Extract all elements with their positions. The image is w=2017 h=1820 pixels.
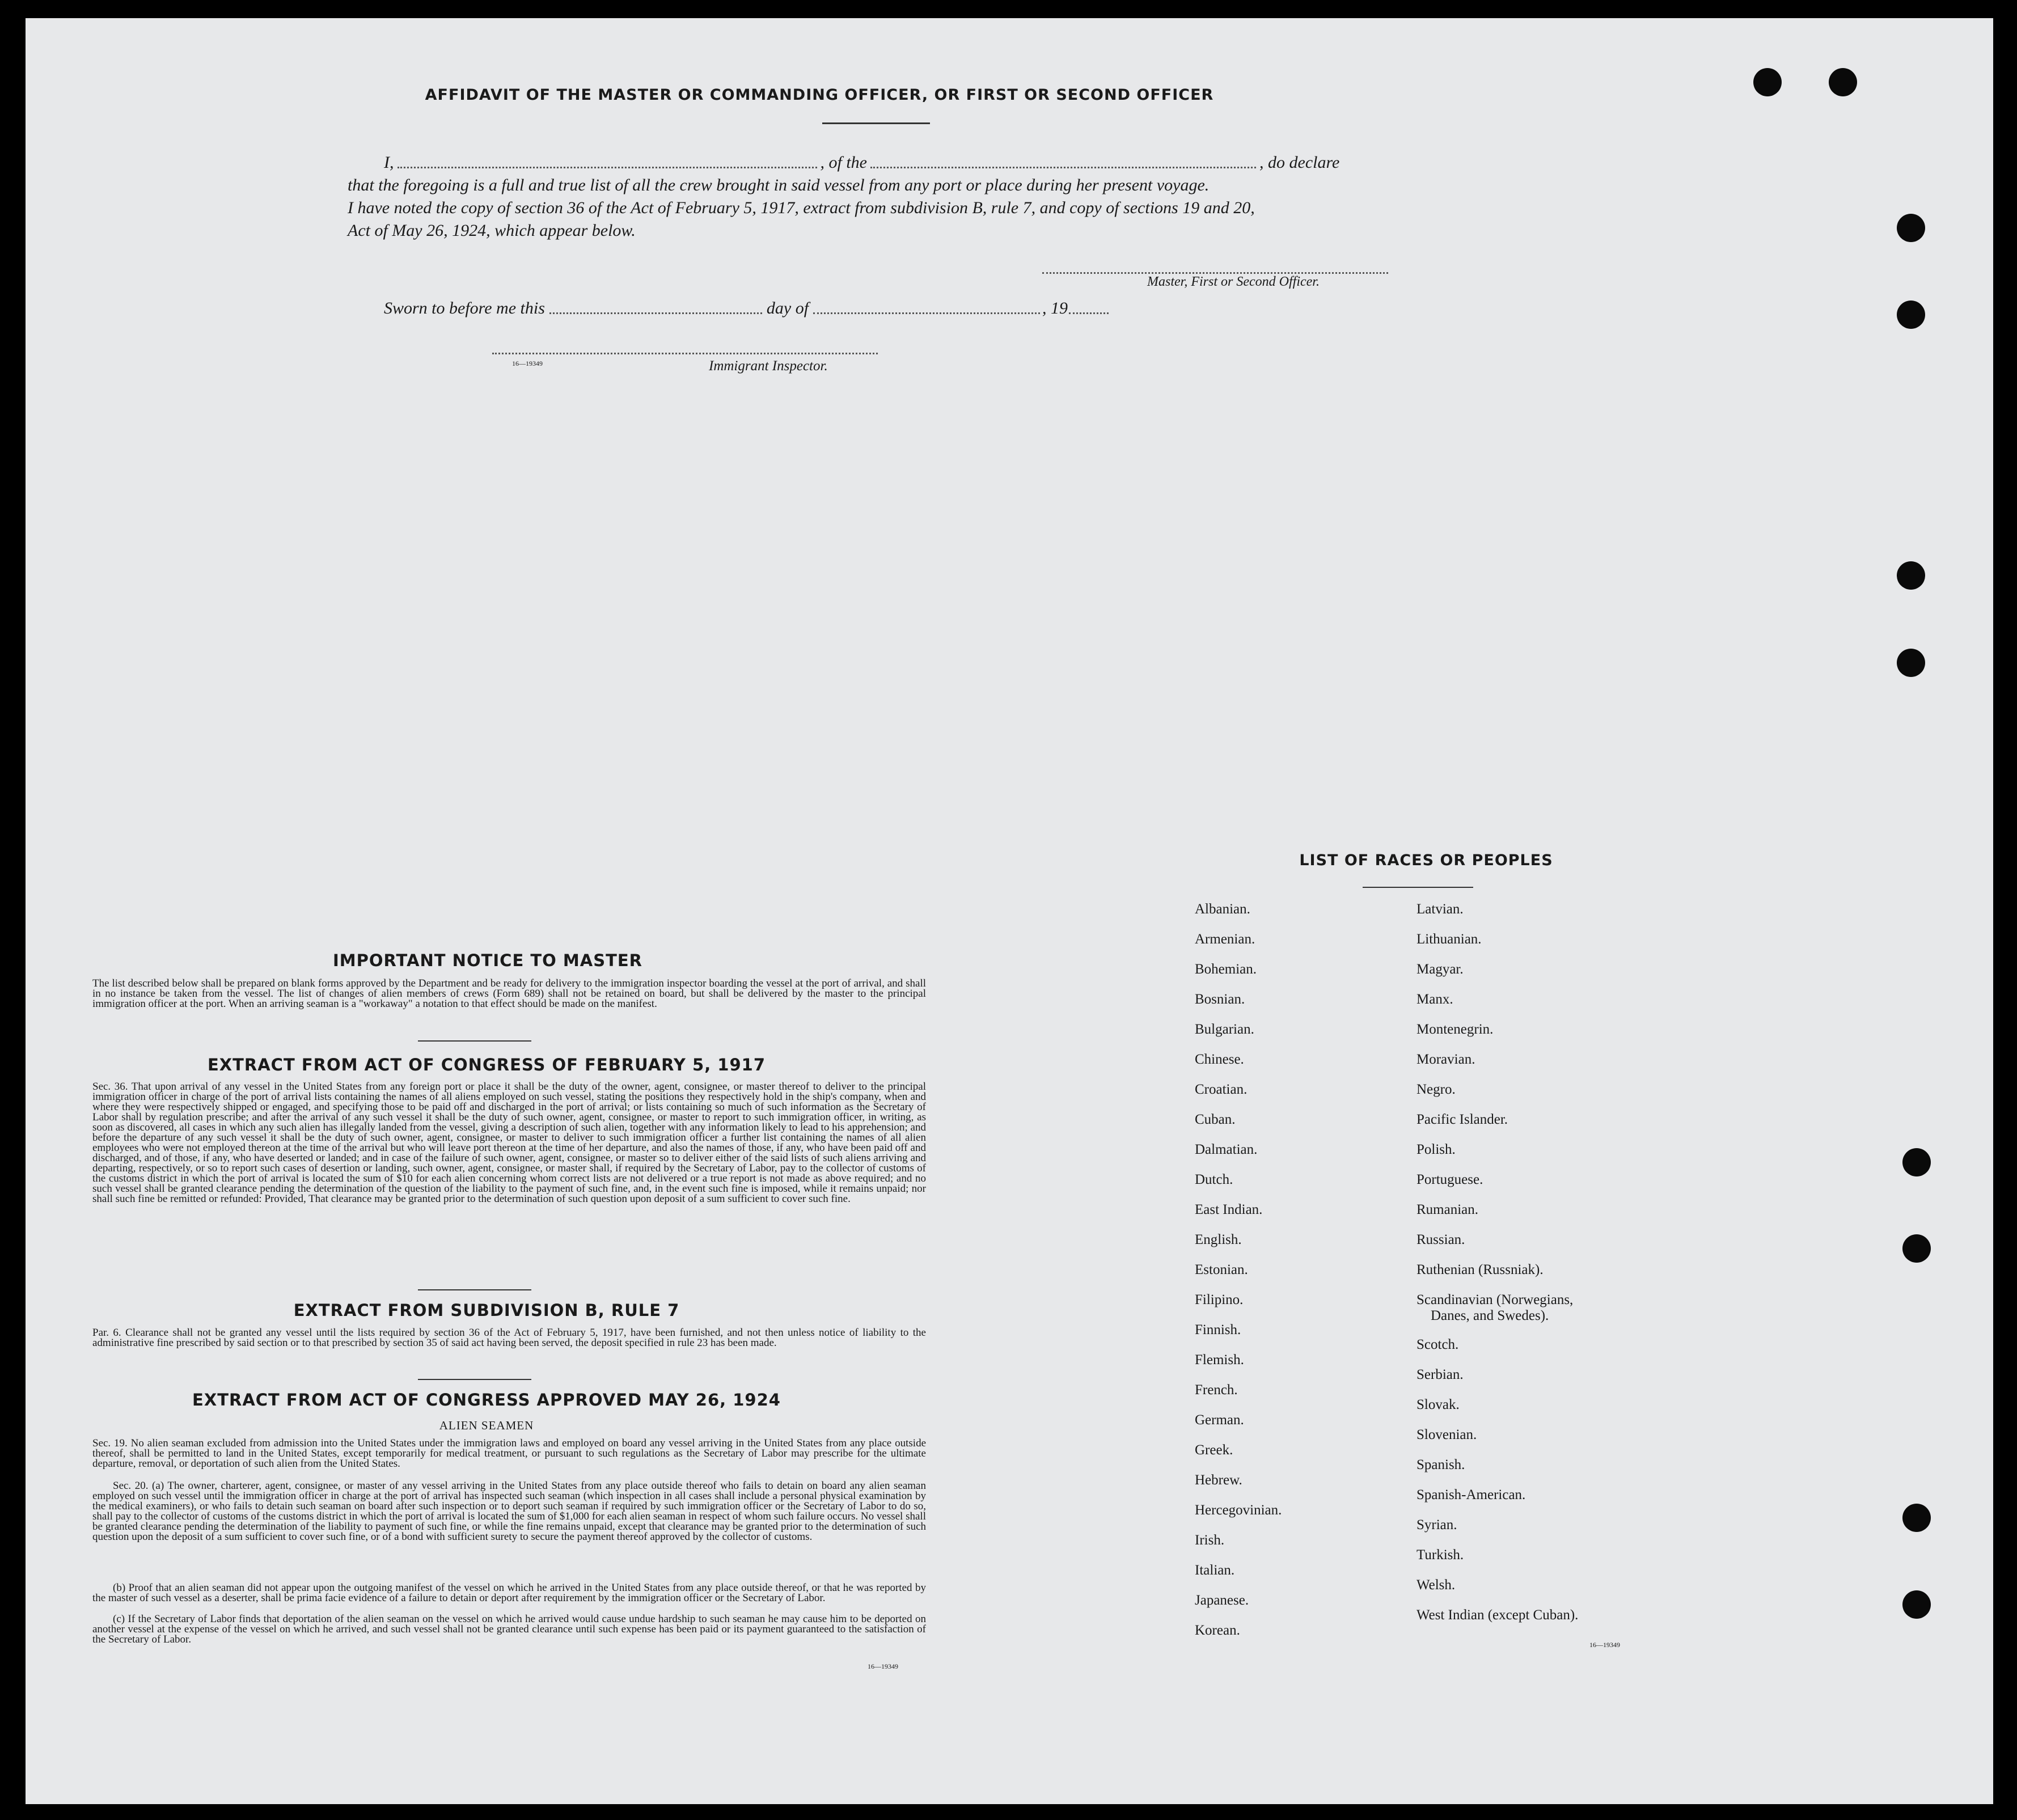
divider [418, 1289, 531, 1290]
punch-hole [1897, 214, 1925, 242]
alien-seamen-subtitle: ALIEN SEAMEN [439, 1419, 534, 1432]
race-item: Armenian. [1195, 932, 1255, 947]
race-item: Scandinavian (Norwegians, Danes, and Swedes). [1416, 1292, 1574, 1323]
race-item: Dutch. [1195, 1172, 1233, 1187]
sworn-text: Sworn to before me this [384, 299, 545, 318]
races-title-underline [1363, 887, 1473, 888]
extract-1924-sec20b: (b) Proof that an alien seaman did not appear upon the outgoing manifest of the vessel on which he arrived in the United States from any place outside thereof, or that he was reported by the master of such vessel as a deserter, shall be prima facie evidence of a failure to detain or deport after requirement by the immigration officer or the Secretary of Labor. [92, 1582, 926, 1604]
notice-title: IMPORTANT NOTICE TO MASTER [332, 951, 643, 970]
race-item: Scotch. [1416, 1337, 1459, 1352]
document-page [26, 18, 1993, 1804]
race-item: Italian. [1195, 1563, 1235, 1578]
race-item: Hebrew. [1195, 1472, 1242, 1488]
race-item: Slovenian. [1416, 1427, 1477, 1442]
race-item: Manx. [1416, 992, 1453, 1007]
extract-1924-sec19: Sec. 19. No alien seaman excluded from admission into the United States under the immigration laws and employed on board any vessel arriving in the United States from any place outside thereof, shall be permitted to land in the United States, except temporarily for medical treatment, or pursuant to such regulations as the Secretary of Labor may prescribe for the ultimate departure, removal, or deportation of such alien from the United States. [92, 1437, 926, 1470]
affidavit-form-number: 16—19349 [512, 359, 543, 367]
race-item: Montenegrin. [1416, 1022, 1494, 1037]
races-title: LIST OF RACES OR PEOPLES [1299, 852, 1553, 869]
affidavit-of-the: , of the [820, 153, 867, 172]
signature-line[interactable] [1042, 272, 1388, 274]
race-item: English. [1195, 1232, 1242, 1247]
race-item: Korean. [1195, 1623, 1240, 1638]
extract-1924-sec20c: (c) If the Secretary of Labor finds that deportation of the alien seaman on the vessel on which he arrived would cause undue hardship to such seaman he may cause him to be deported on another vessel at the expense of the vessel on which he arrived, and such vessel shall not be granted clearance until such expense has been paid or its payment guaranteed to the satisfaction of the Secretary of Labor. [92, 1613, 926, 1645]
race-item: Finnish. [1195, 1322, 1241, 1338]
punch-hole [1902, 1590, 1931, 1619]
race-item: Bosnian. [1195, 992, 1245, 1007]
divider [418, 1040, 531, 1042]
race-item: Cuban. [1195, 1112, 1236, 1127]
race-item: Estonian. [1195, 1262, 1248, 1277]
race-item: French. [1195, 1382, 1238, 1398]
race-item: Ruthenian (Russniak). [1416, 1262, 1544, 1277]
race-item: Japanese. [1195, 1593, 1249, 1608]
affidavit-title: AFFIDAVIT OF THE MASTER OR COMMANDING OFFICER, OR FIRST OR SECOND OFFICER [425, 86, 1214, 104]
race-item: German. [1195, 1412, 1244, 1428]
sworn-month-blank[interactable] [813, 312, 1040, 314]
signature-caption: Master, First or Second Officer. [1147, 274, 1320, 289]
year-blank[interactable] [1069, 312, 1109, 314]
affidavit-i: I, [384, 153, 394, 172]
inspector-signature-line[interactable] [492, 353, 878, 354]
notice-body: The list described below shall be prepared on blank forms approved by the Department and be ready for delivery to the immigration inspector boarding the vessel at the port of arrival, and shall in no instance be taken from the vessel. The list of changes of alien members of crews (Form 689) shall not be retained on board, but shall be delivered by the master to the principal immigration officer at the port. When an arriving seaman is a "workaway" a notation to that effect should be made on the manifest. [92, 977, 926, 1010]
race-item: Croatian. [1195, 1082, 1248, 1097]
affidavit-line1 [384, 153, 1456, 172]
race-item: Albanian. [1195, 901, 1250, 917]
race-item: Bohemian. [1195, 962, 1257, 977]
extract-1924-sec20a: Sec. 20. (a) The owner, charterer, agent, consignee, or master of any vessel arriving in the United States from any place outside thereof who fails to detain on board any alien seaman employed on such vessel until the immigration officer in charge at the port of arrival has inspected such seaman (which inspection in all cases shall include a personal physical examination by the medical examiners), or who fails to detain such seaman on board after such inspection or to deport such seaman if required by such immigration officer or the Secretary of Labor to do so, shall pay to the collector of customs of the customs district in which the port of arrival is located the sum of $1,000 for each alien seaman in respect of whom such failure occurs. No vessel shall be granted clearance pending the determination of the liability to payment of such fine, or while the fine remains unpaid, except that clearance may be granted prior to the determination of such question upon the deposit of a sum sufficient to cover such fine, or of a bond with sufficient surety to secure the payment thereof approved by the collector of customs. [92, 1480, 926, 1543]
title-underline [822, 122, 930, 124]
day-of-text: day of [766, 299, 809, 318]
races-form-number: 16—19349 [1589, 1641, 1620, 1649]
race-item: Hercegovinian. [1195, 1502, 1282, 1518]
inspector-caption: Immigrant Inspector. [709, 358, 828, 374]
race-item: Syrian. [1416, 1517, 1457, 1533]
race-item: Greek. [1195, 1442, 1233, 1458]
race-item: Irish. [1195, 1533, 1225, 1548]
race-item: Filipino. [1195, 1292, 1244, 1307]
affidavit-line3: I have noted the copy of section 36 of the Act of February 5, 1917, extract from subdivision B, rule 7, and copy of sections 19 and 20, [348, 198, 1255, 217]
vessel-blank[interactable] [870, 167, 1256, 168]
extract-1924-title: EXTRACT FROM ACT OF CONGRESS APPROVED MAY 26, 1924 [192, 1390, 781, 1410]
race-item: Portuguese. [1416, 1172, 1483, 1187]
race-item: Russian. [1416, 1232, 1465, 1247]
divider [418, 1379, 531, 1380]
race-item: Spanish-American. [1416, 1487, 1526, 1502]
punch-hole [1897, 561, 1925, 590]
punch-hole [1897, 300, 1925, 329]
race-item: Rumanian. [1416, 1202, 1479, 1217]
race-item: Spanish. [1416, 1457, 1465, 1472]
punch-hole [1902, 1148, 1931, 1176]
punch-hole [1897, 649, 1925, 677]
race-item: West Indian (except Cuban). [1416, 1607, 1579, 1623]
race-item: Slovak. [1416, 1397, 1460, 1412]
race-item: Serbian. [1416, 1367, 1464, 1382]
extract-1917-body: Sec. 36. That upon arrival of any vessel in the United States from any foreign port or place it shall be the duty of the owner, agent, consignee, or master thereof to deliver to the principal immigration officer in charge of the port of arrival lists containing the names of all aliens employed on such vessel, stating the positions they respectively hold in the ship's company, when and where they were respectively shipped or engaged, and specifying those to be paid off and discharged in the port of arrival; or lists containing so much of such information as the Secretary of Labor shall by regulation prescribe; and after the arrival of any such vessel it shall be the duty of such owner, agent, consignee, or master to report to such immigration officer, in writing, as soon as discovered, all cases in which any such alien has illegally landed from the vessel, giving a description of such alien, together with any information likely to lead to his apprehension; and before the departure of any such vessel it shall be the duty of such owner, agent, consignee, or master to deliver to such immigration officer a further list containing the names of all alien employees who were not employed thereon at the time of the arrival but who will leave port thereon at the time of her departure, and also the names of those, if any, who have been paid off and discharged, and of those, if any, who have deserted or landed; and in case of the failure of such owner, agent, consignee, or master so to deliver either of the said lists of such aliens arriving and departing, respectively, or so to report such cases of desertion or landing, such owner, agent, consignee, or master shall, if required by the Secretary of Labor, pay to the collector of customs of the customs district in which the port of arrival is located the sum of $10 for each alien concerning whom correct lists are not delivered or a true report is not made as above required; and no such vessel shall be granted clearance pending the determination of the question of the liability to the payment of such fine, and, in the event such fine is imposed, while it remains unpaid; nor shall such fine be remitted or refunded: Provided, That clearance may be granted prior to the determination of such question upon deposit of a sum sufficient to cover such fine. [92, 1081, 926, 1205]
race-item: East Indian. [1195, 1202, 1263, 1217]
extract-1917-title: EXTRACT FROM ACT OF CONGRESS OF FEBRUARY 5, 1917 [207, 1055, 766, 1074]
race-item: Bulgarian. [1195, 1022, 1254, 1037]
sworn-day-blank[interactable] [549, 312, 762, 314]
affidavit-declare: , do declare [1259, 153, 1340, 172]
race-item: Flemish. [1195, 1352, 1244, 1368]
race-item: Welsh. [1416, 1577, 1456, 1593]
race-item: Latvian. [1416, 901, 1464, 917]
race-item: Turkish. [1416, 1547, 1464, 1563]
extract-1924-form-number: 16—19349 [868, 1662, 898, 1670]
race-item: Polish. [1416, 1142, 1456, 1157]
race-item: Pacific Islander. [1416, 1112, 1508, 1127]
race-item: Negro. [1416, 1082, 1456, 1097]
race-item: Chinese. [1195, 1052, 1244, 1067]
name-blank[interactable] [398, 167, 817, 168]
race-item: Lithuanian. [1416, 932, 1482, 947]
year-text: , 19 [1042, 299, 1068, 318]
affidavit-line2: that the foregoing is a full and true list of all the crew brought in said vessel from any port or place during her present voyage. [348, 176, 1210, 194]
affidavit-line4: Act of May 26, 1924, which appear below. [348, 221, 636, 240]
extract-rule7-title: EXTRACT FROM SUBDIVISION B, RULE 7 [293, 1301, 680, 1320]
race-item: Moravian. [1416, 1052, 1475, 1067]
punch-hole [1829, 68, 1857, 96]
race-item: Magyar. [1416, 962, 1464, 977]
race-item: Dalmatian. [1195, 1142, 1258, 1157]
punch-hole [1902, 1504, 1931, 1532]
extract-rule7-body: Par. 6. Clearance shall not be granted any vessel until the lists required by section 36 of the Act of February 5, 1917, have been furnished, and not then unless notice of liability to the administrative fine prescribed by said section or to that prescribed by section 35 of said act having been served, the deposit specified in rule 23 has been made. [92, 1327, 926, 1349]
sworn-line [384, 299, 1109, 318]
punch-hole [1902, 1234, 1931, 1263]
punch-hole [1753, 68, 1782, 96]
